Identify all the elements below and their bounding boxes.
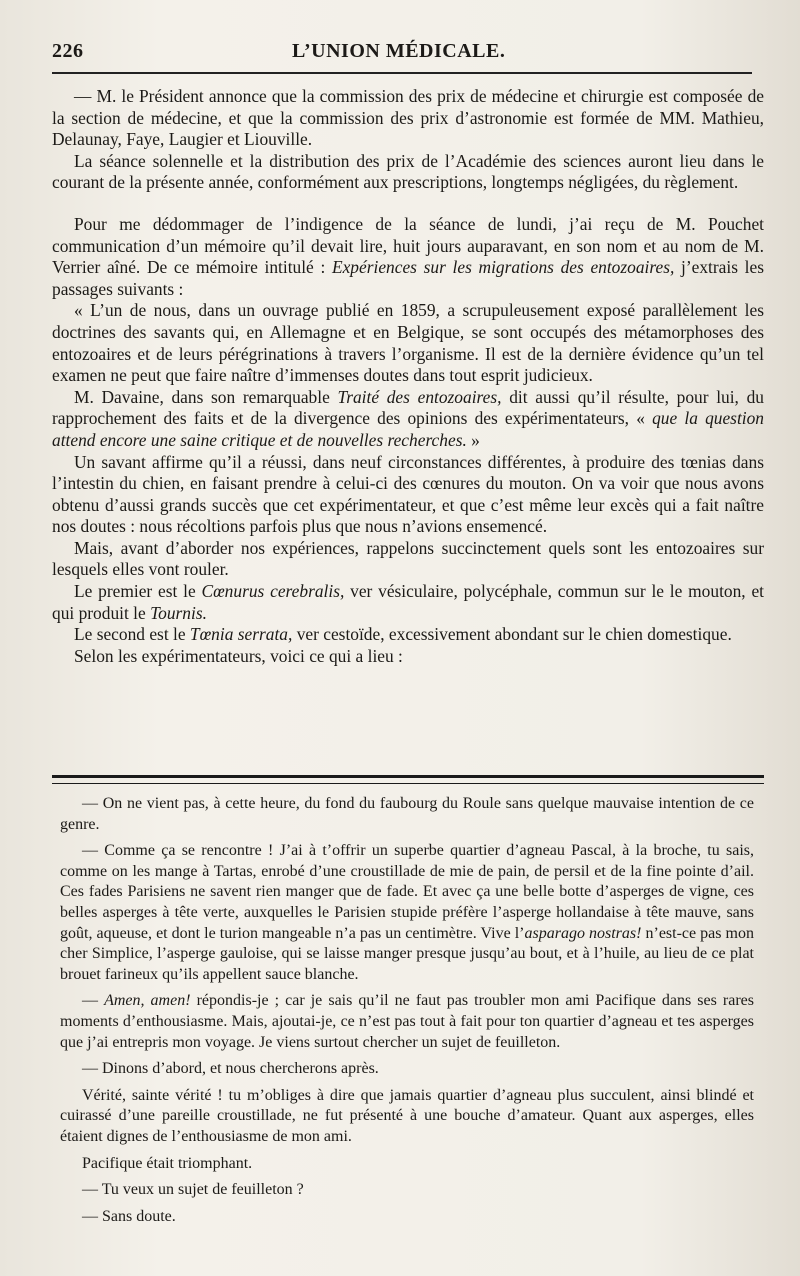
paragraph-text: — Dinons d’abord, et nous chercherons après.	[82, 1060, 379, 1078]
paragraph-text: répondis-je ; car je sais qu’il ne faut pas troubler mon ami Pacifique dans ses rares moments d’enthousiasme. Mais, ajoutai-je, ce n’est pas tout à fait pour ton quartier d’agneau et tes asperges que j’ai entrepris mon voyage. Je viens surtout chercher un sujet de feuilleton.	[60, 992, 755, 1051]
paragraph-text: — Comme ça se rencontre ! J’ai à t’offrir un superbe quartier d’agneau Pascal, à la broche, tu sais, comme on les mange à Tartas, enrobé d’une croustillade de mie de pain, de persil et de la fine pointe d’ail. Ces fades Parisiens ne savent rien manger que de fade. Et avec ça une belle botte d’asperges de vigne, ces belles asperges à tête verte, auxquelles le Parisien stupide préfère l’asperge hollandaise à tête mauve, sans goût, aqueuse, et dont le turion mangeable n’a pas un centimètre. Vive l’	[60, 842, 754, 942]
paragraph-text: Vérité, sainte vérité ! tu m’obliges à dire que jamais quartier d’agneau plus succulent, ainsi blindé et cuirassé d’une pareille croustillade, ne fut présenté à une bouche d’amateur. Quant aux asperges, elles étaient dignes de l’enthousiasme de mon ami.	[60, 1086, 754, 1145]
paragraph-quote-1859	[52, 300, 764, 386]
paragraph-text: Un savant affirme qu’il a réussi, dans neuf circonstances différentes, à produire des tœnias dans l’intestin du chien, en faisant prendre à celui-ci des cœnures du mouton. On va voir que nous avons obtenu d’aussi grands succès que cet expérimentateur, et que c’est même leur excès qui a fait naître nos doutes : nous récoltions parfois plus que nous n’avions ensemencé.	[52, 451, 764, 537]
header-rule	[52, 72, 752, 74]
page-number: 226	[52, 40, 84, 62]
paragraph-text: — Sans doute.	[82, 1207, 176, 1225]
paragraph-text: « L’un de nous, dans un ouvrage publié en 1859, a scrupuleusement exposé parallèlement les doctrines des savants qui, en Allemagne et en Belgique, se sont occupés des métamorphoses des entozoaires et de leurs pérégrinations à travers l’organisme. Il est de la dernière évidence qu’un tel examen ne peut que faire naître d’immenses doutes dans tout esprit judicieux.	[52, 300, 764, 386]
paragraph-text: Mais, avant d’aborder nos expériences, rappelons succinctement quels sont les entozoaires sur lesquels elles vont rouler.	[52, 537, 764, 580]
feuilleton-separator	[52, 775, 764, 784]
dash: —	[82, 992, 105, 1010]
paragraph-text: M. Davaine, dans son remarquable	[74, 386, 338, 407]
paragraph-text: — M. le Président annonce que la commission des prix de médecine et chirurgie est composée de la section de médecine, et que la commission des prix d’astronomie est formée de MM. Mathieu, Delaunay, Faye, Laugier et Liouville.	[52, 86, 764, 150]
paragraph-text: ver cestoïde, excessivement abondant sur le chien domestique.	[292, 624, 732, 645]
paragraph-text: Le second est le	[74, 624, 190, 645]
feuilleton-paragraph	[60, 794, 754, 835]
paragraph-text: Le premier est le	[74, 581, 202, 602]
memoir-title: Expériences sur les migrations des entozoaires,	[331, 257, 675, 278]
feuilleton-paragraph	[60, 1059, 754, 1080]
paragraph-text: j’extrais les passages suivants :	[52, 257, 764, 299]
disease-name: Tournis.	[150, 602, 207, 623]
paragraph-pouchet-memoir	[52, 214, 764, 300]
paragraph-solemn-session	[52, 151, 764, 194]
paragraph-savant-experiment	[52, 452, 764, 538]
feuilleton-paragraph	[60, 1154, 754, 1175]
feuilleton-paragraph	[60, 1180, 754, 1201]
paragraph-coenurus	[52, 581, 764, 624]
paragraph-text: — On ne vient pas, à cette heure, du fond du faubourg du Roule sans quelque mauvaise intention de ce genre.	[60, 795, 754, 833]
species-name: Cœnurus cerebralis,	[201, 581, 345, 602]
feuilleton-paragraph	[60, 841, 754, 985]
feuilleton-paragraph	[60, 1207, 754, 1228]
feuilleton-paragraph	[60, 1086, 754, 1148]
paragraph-before-experiments	[52, 538, 764, 581]
exclamation: Amen, amen!	[104, 992, 191, 1010]
running-title: L’UNION MÉDICALE.	[292, 40, 506, 62]
species-name: Tœnia serrata,	[189, 624, 293, 645]
paragraph-text: »	[466, 429, 480, 450]
paragraph-text: n’est-ce pas mon cher Simplice, l’asperge gauloise, qui se laisse manger presque jusqu’au bout, et à l’huile, au lieu de ce plat brouet farineux qu’ils appellent sauce blanche.	[60, 924, 754, 983]
paragraph-text: — Tu veux un sujet de feuilleton ?	[82, 1181, 304, 1199]
paragraph-text: Pacifique était triomphant.	[82, 1154, 253, 1172]
main-article	[52, 86, 764, 667]
book-title: Traité des entozoaires,	[337, 386, 502, 407]
paragraph-davaine	[52, 387, 764, 452]
latin-phrase: asparago nostras!	[524, 924, 642, 942]
paragraph-text: Pour me dédommager de l’indigence de la séance de lundi, j’ai reçu de M. Pouchet communication d’un mémoire qu’il devait lire, huit jours auparavant, en son nom et au nom de M. Verrier aîné. De ce mémoire intitulé :	[52, 213, 764, 278]
paragraph-taenia	[52, 624, 764, 646]
feuilleton-section	[60, 794, 754, 1227]
paragraph-text: dit aussi qu’il résulte, pour lui, du rapprochement des faits et de la divergence des opinions des expérimentateurs, «	[52, 386, 764, 429]
paragraph-text: La séance solennelle et la distribution des prix de l’Académie des sciences auront lieu dans le courant de la présente année, conformément aux prescriptions, longtemps négligées, du règlement.	[52, 150, 764, 193]
quoted-phrase: que la question attend encore une saine critique et de nouvelles recherches.	[52, 408, 764, 450]
feuilleton-paragraph	[60, 991, 754, 1053]
paragraph-president-announcement	[52, 86, 764, 151]
page-header	[52, 36, 752, 66]
paragraph-text: ver vésiculaire, polycéphale, commun sur le le mouton, et qui produit le	[52, 581, 764, 623]
paragraph-selon	[52, 646, 764, 668]
paragraph-text: Selon les expérimentateurs, voici ce qui a lieu :	[74, 645, 403, 666]
